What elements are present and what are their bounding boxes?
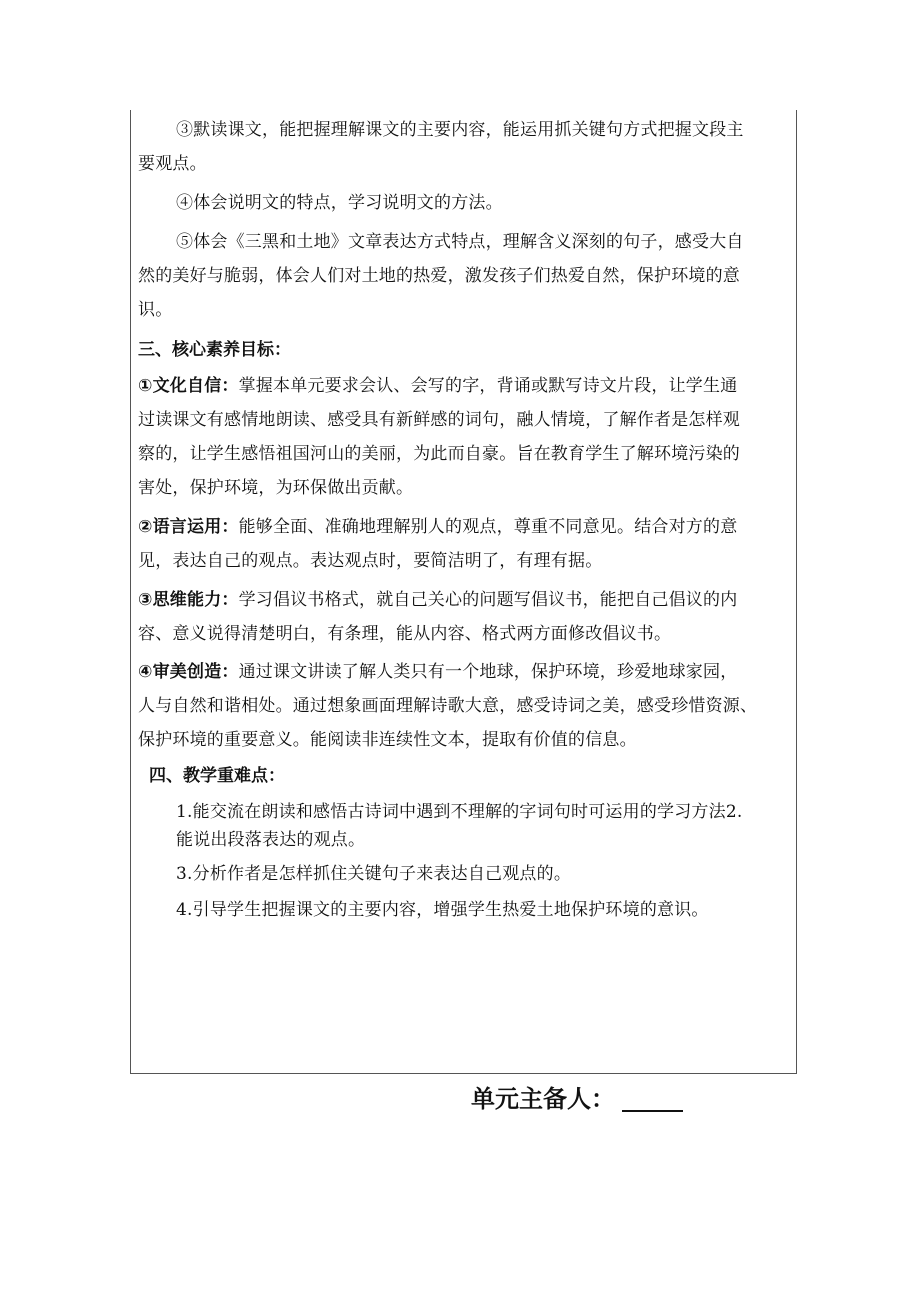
core-item-4-label: ④审美创造： — [138, 662, 239, 682]
core-item-2-line-2: 见，表达自己的观点。表达观点时，要简洁明了，有理有据。 — [138, 551, 603, 571]
unit-preparer-label: 单元主备人： — [471, 1085, 615, 1113]
objective-4-line-1: ④体会说明文的特点，学习说明文的方法。 — [176, 193, 503, 213]
core-item-1-label: ①文化自信： — [138, 376, 239, 396]
unit-preparer-blank-line — [622, 1110, 683, 1112]
key-point-line-4: 4.引导学生把握课文的主要内容，增强学生热爱土地保护环境的意识。 — [176, 900, 709, 920]
core-item-3-line-1 — [138, 590, 737, 610]
core-item-1-line-1 — [138, 376, 737, 396]
core-item-4-line-1 — [138, 662, 737, 682]
core-item-1-text: 掌握本单元要求会认、会写的字，背诵或默写诗文片段，让学生通 — [238, 376, 738, 396]
objective-3-line-1: ③默读课文，能把握理解课文的主要内容，能运用抓关键句方式把握文段主 — [176, 120, 744, 140]
objective-3-line-2: 要观点。 — [138, 154, 207, 174]
key-point-line-1: 1.能交流在朗读和感悟古诗词中遇到不理解的字词句时可运用的学习方法2. — [176, 802, 743, 822]
core-item-3-line-2: 容、意义说得清楚明白，有条理，能从内容、格式两方面修改倡议书。 — [138, 624, 672, 644]
core-item-4-line-2: 人与自然和谐相处。通过想象画面理解诗歌大意，感受诗词之美，感受珍惜资源、 — [138, 696, 758, 716]
core-objectives-heading: 三、核心素养目标： — [138, 340, 291, 360]
core-item-2-text: 能够全面、准确地理解别人的观点，尊重不同意见。结合对方的意 — [238, 517, 738, 537]
core-item-1-line-4: 害处，保护环境，为环保做出贡献。 — [138, 478, 414, 498]
core-item-4-line-3: 保护环境的重要意义。能阅读非连续性文本，提取有价值的信息。 — [138, 730, 637, 750]
core-item-1-line-3: 察的，让学生感悟祖国河山的美丽，为此而自豪。旨在教育学生了解环境污染的 — [138, 444, 740, 464]
key-point-line-2: 能说出段落表达的观点。 — [176, 830, 366, 850]
key-points-heading: 四、教学重难点： — [149, 766, 285, 786]
objective-5-line-3: 识。 — [138, 300, 173, 320]
core-item-2-line-1 — [138, 517, 737, 537]
core-item-3-text: 学习倡议书格式，就自己关心的问题写倡议书，能把自己倡议的内 — [238, 590, 738, 610]
core-item-3-label: ③思维能力： — [138, 590, 239, 610]
key-point-line-3: 3.分析作者是怎样抓住关键句子来表达自己观点的。 — [176, 864, 572, 884]
objective-5-line-1: ⑤体会《三黑和土地》文章表达方式特点，理解含义深刻的句子，感受大自 — [176, 232, 744, 252]
core-item-4-text: 通过课文讲读了解人类只有一个地球，保护环境，珍爱地球家园， — [238, 662, 738, 682]
core-item-1-line-2: 过读课文有感情地朗读、感受具有新鲜感的词句，融人情境，了解作者是怎样观 — [138, 410, 740, 430]
core-item-2-label: ②语言运用： — [138, 517, 239, 537]
objective-5-line-2: 然的美好与脆弱，体会人们对土地的热爱，激发孩子们热爱自然，保护环境的意 — [138, 266, 740, 286]
